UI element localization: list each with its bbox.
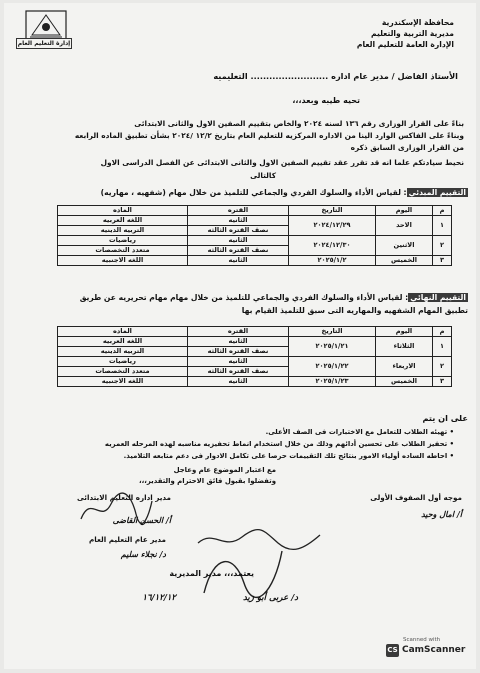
body-line-3: من القرار الوزارى السابق ذكره [350, 143, 464, 152]
closing-line-2: وتفضلوا بقبول فائق الاحترام والتقدير،،، [139, 477, 276, 485]
letterhead-line-1: محافظة الإسكندرية [381, 18, 454, 27]
table-cell: اللغه العربيه [58, 337, 188, 347]
table-cell: ٢٠٢٤/١٢/٢٩ [289, 216, 376, 236]
note-item-2: • تحفيز الطلاب على تحسين أدائهم وذلك من خلال استخدام انماط تحفيزيه مناسبه لهذه المرحله العمريه [104, 440, 454, 448]
note-text: احاطه الساده أولياء الامور بنتائج تلك التقييمات حرصا على تكامل الادوار فى دعم متابعه التلاميذ. [123, 452, 448, 460]
note-text: تهيئه الطلاب للتعامل مع الاختبارات فى الصف الأعلى. [265, 428, 448, 436]
table-cell: اللغه الاجنبيه [58, 377, 188, 387]
col-header: الفتره [188, 206, 289, 216]
table-cell: الثانيه [188, 236, 289, 246]
col-header: اليوم [376, 327, 433, 337]
section-final-text-2: تطبيق المهام الشفهيه والمهاريه التى سبق للتلميذ القيام بها [241, 306, 468, 315]
table-cell: الخميس [376, 256, 433, 266]
table-cell: متعدد التخصصات [58, 246, 188, 256]
notes-title: على ان يتم [422, 413, 468, 423]
table-cell: ١ [433, 216, 452, 236]
table-cell: ١ [433, 337, 452, 357]
signature-scribble-icon [76, 489, 156, 529]
table-cell: الاربعاء [376, 357, 433, 377]
scanner-brand: CamScanner [402, 645, 466, 655]
directorate-head-name: د/ عربى أبو زيد [242, 593, 298, 603]
table-cell: ٢٠٢٥/١/٢ [289, 256, 376, 266]
table-cell: نصف الفتره الثالثه [188, 226, 289, 236]
table-cell: الاحد [376, 216, 433, 236]
section-tag: التقييم المبدئي [408, 188, 466, 197]
table-cell: الثانيه [188, 337, 289, 347]
sig-general-manager [89, 535, 166, 559]
greeting: تحيه طيبه وبعد،،، [292, 96, 360, 105]
table-cell: التربيه الدينيه [58, 347, 188, 357]
table-cell: الخميس [376, 377, 433, 387]
section-tag: التقييم النهائي [410, 293, 466, 302]
col-header: م [433, 327, 452, 337]
note-text: تحفيز الطلاب على تحسين أدائهم وذلك من خلال استخدام انماط تحفيزيه مناسبه لهذه المرحله العمريه [104, 440, 448, 448]
table-cell: ٢٠٢٤/١٢/٣٠ [289, 236, 376, 256]
sig-name: أ/ امال وحيد [421, 509, 462, 519]
camscanner-watermark [386, 635, 464, 659]
table-cell: رياضيات [58, 236, 188, 246]
col-header: م [433, 206, 452, 216]
letterhead-line-2: مديرية التربية والتعليم [371, 29, 454, 38]
section-text: : لقياس الأداء والسلوك الفردي والجماعي للتلميذ من خلال مهام مهام تحريريه عن طريق [79, 293, 409, 302]
handwritten-date: ١٦/١٢/١٢ [142, 593, 176, 603]
body-line-1: بناءً على القرار الوزارى رقم ١٣٦ لسنه ٢٠٢٤ والخاص بتقييم الصفين الاول والثانى الابتدائى [134, 119, 464, 128]
section-initial-assessment [101, 188, 468, 197]
col-header: الماده [58, 206, 188, 216]
table-cell: ٢ [433, 236, 452, 256]
col-header: التاريخ [289, 206, 376, 216]
section-text: : لقياس الأداء والسلوك الفردي والجماعي للتلميذ من خلال مهام (شفهيه ، مهاريه) [100, 188, 407, 197]
camscanner-logo-icon: CS [386, 644, 399, 657]
table-cell: ٢٠٢٥/١/٢١ [289, 337, 376, 357]
logo-caption: إدارة التعليم العام [17, 40, 71, 47]
schedule-table-final [57, 326, 452, 387]
section-final-assessment [80, 293, 468, 302]
table-row [58, 337, 452, 347]
col-header: الماده [58, 327, 188, 337]
letterhead [357, 17, 454, 50]
document-page [4, 3, 476, 669]
table-cell: ٢٠٢٥/١/٢٣ [289, 377, 376, 387]
sig-name: د/ نجلاء سليم [120, 549, 166, 559]
table-cell: ٢ [433, 357, 452, 377]
sig-name: أ/ الحسن القاضى [112, 515, 171, 525]
table-cell: ٢٠٢٥/١/٢٢ [289, 357, 376, 377]
table-cell: الثانيه [188, 377, 289, 387]
table-cell: الثانيه [188, 216, 289, 226]
table-row [58, 256, 452, 266]
body-line-5: كالتالى [250, 171, 276, 180]
table-row [58, 216, 452, 226]
sig-title: مدير عام التعليم العام [89, 535, 166, 544]
table-cell: متعدد التخصصات [58, 367, 188, 377]
table-cell: ٣ [433, 256, 452, 266]
schedule-table-initial [57, 205, 452, 266]
letterhead-line-3: الإدارة العامة للتعليم العام [356, 40, 454, 49]
scanner-line: Scanned with [403, 637, 441, 643]
table-row [58, 357, 452, 367]
sig-primary-supervisor [370, 493, 462, 519]
table-cell: الاثنين [376, 236, 433, 256]
sig-title: مدير اداره التعليم الابتدائى [77, 493, 171, 502]
closing-line-1: مع اعتبار الموضوع عام وعاجل [173, 466, 276, 474]
table-cell: الثانيه [188, 357, 289, 367]
approval-line: يعتمد،،، مدير المديرية [169, 569, 254, 578]
table-cell: نصف الفتره الثالثه [188, 347, 289, 357]
table-row [58, 377, 452, 387]
note-item-1: • تهيئه الطلاب للتعامل مع الاختبارات فى الصف الأعلى. [265, 428, 454, 436]
col-header: الفتره [188, 327, 289, 337]
table-cell: نصف الفتره الثالثه [188, 246, 289, 256]
col-header: التاريخ [289, 327, 376, 337]
table-row [58, 236, 452, 246]
table-cell: الثلاثاء [376, 337, 433, 357]
sig-title: موجه أول الصفوف الأولى [370, 493, 462, 502]
table-cell: نصف الفتره الثالثه [188, 367, 289, 377]
col-header: اليوم [376, 206, 433, 216]
body-line-2: وبناءً على الفاكس الوارد الينا من الاداره المركزيه للتعليم العام بتاريخ ١٢/٢ /٢٠٢٤ بشأن تطبيق الماده الرابعه [74, 131, 464, 140]
addressee: الأستاذ الفاضل / مدير عام اداره ......................... التعليميه [213, 71, 458, 81]
table-cell: اللغه العربيه [58, 216, 188, 226]
table-cell: رياضيات [58, 357, 188, 367]
table-cell: الثانيه [188, 256, 289, 266]
body-line-4: نحيط سيادتكم علما انه قد تقرر عقد تقييم الصفين الاول والثانى الابتدائى عن الفصل الدراسى الاول [100, 158, 464, 167]
table-cell: التربيه الدينيه [58, 226, 188, 236]
note-item-3: • احاطه الساده أولياء الامور بنتائج تلك التقييمات حرصا على تكامل الادوار فى دعم متابعه التلاميذ. [123, 452, 454, 460]
table-cell: اللغه الاجنبيه [58, 256, 188, 266]
table-cell: ٣ [433, 377, 452, 387]
